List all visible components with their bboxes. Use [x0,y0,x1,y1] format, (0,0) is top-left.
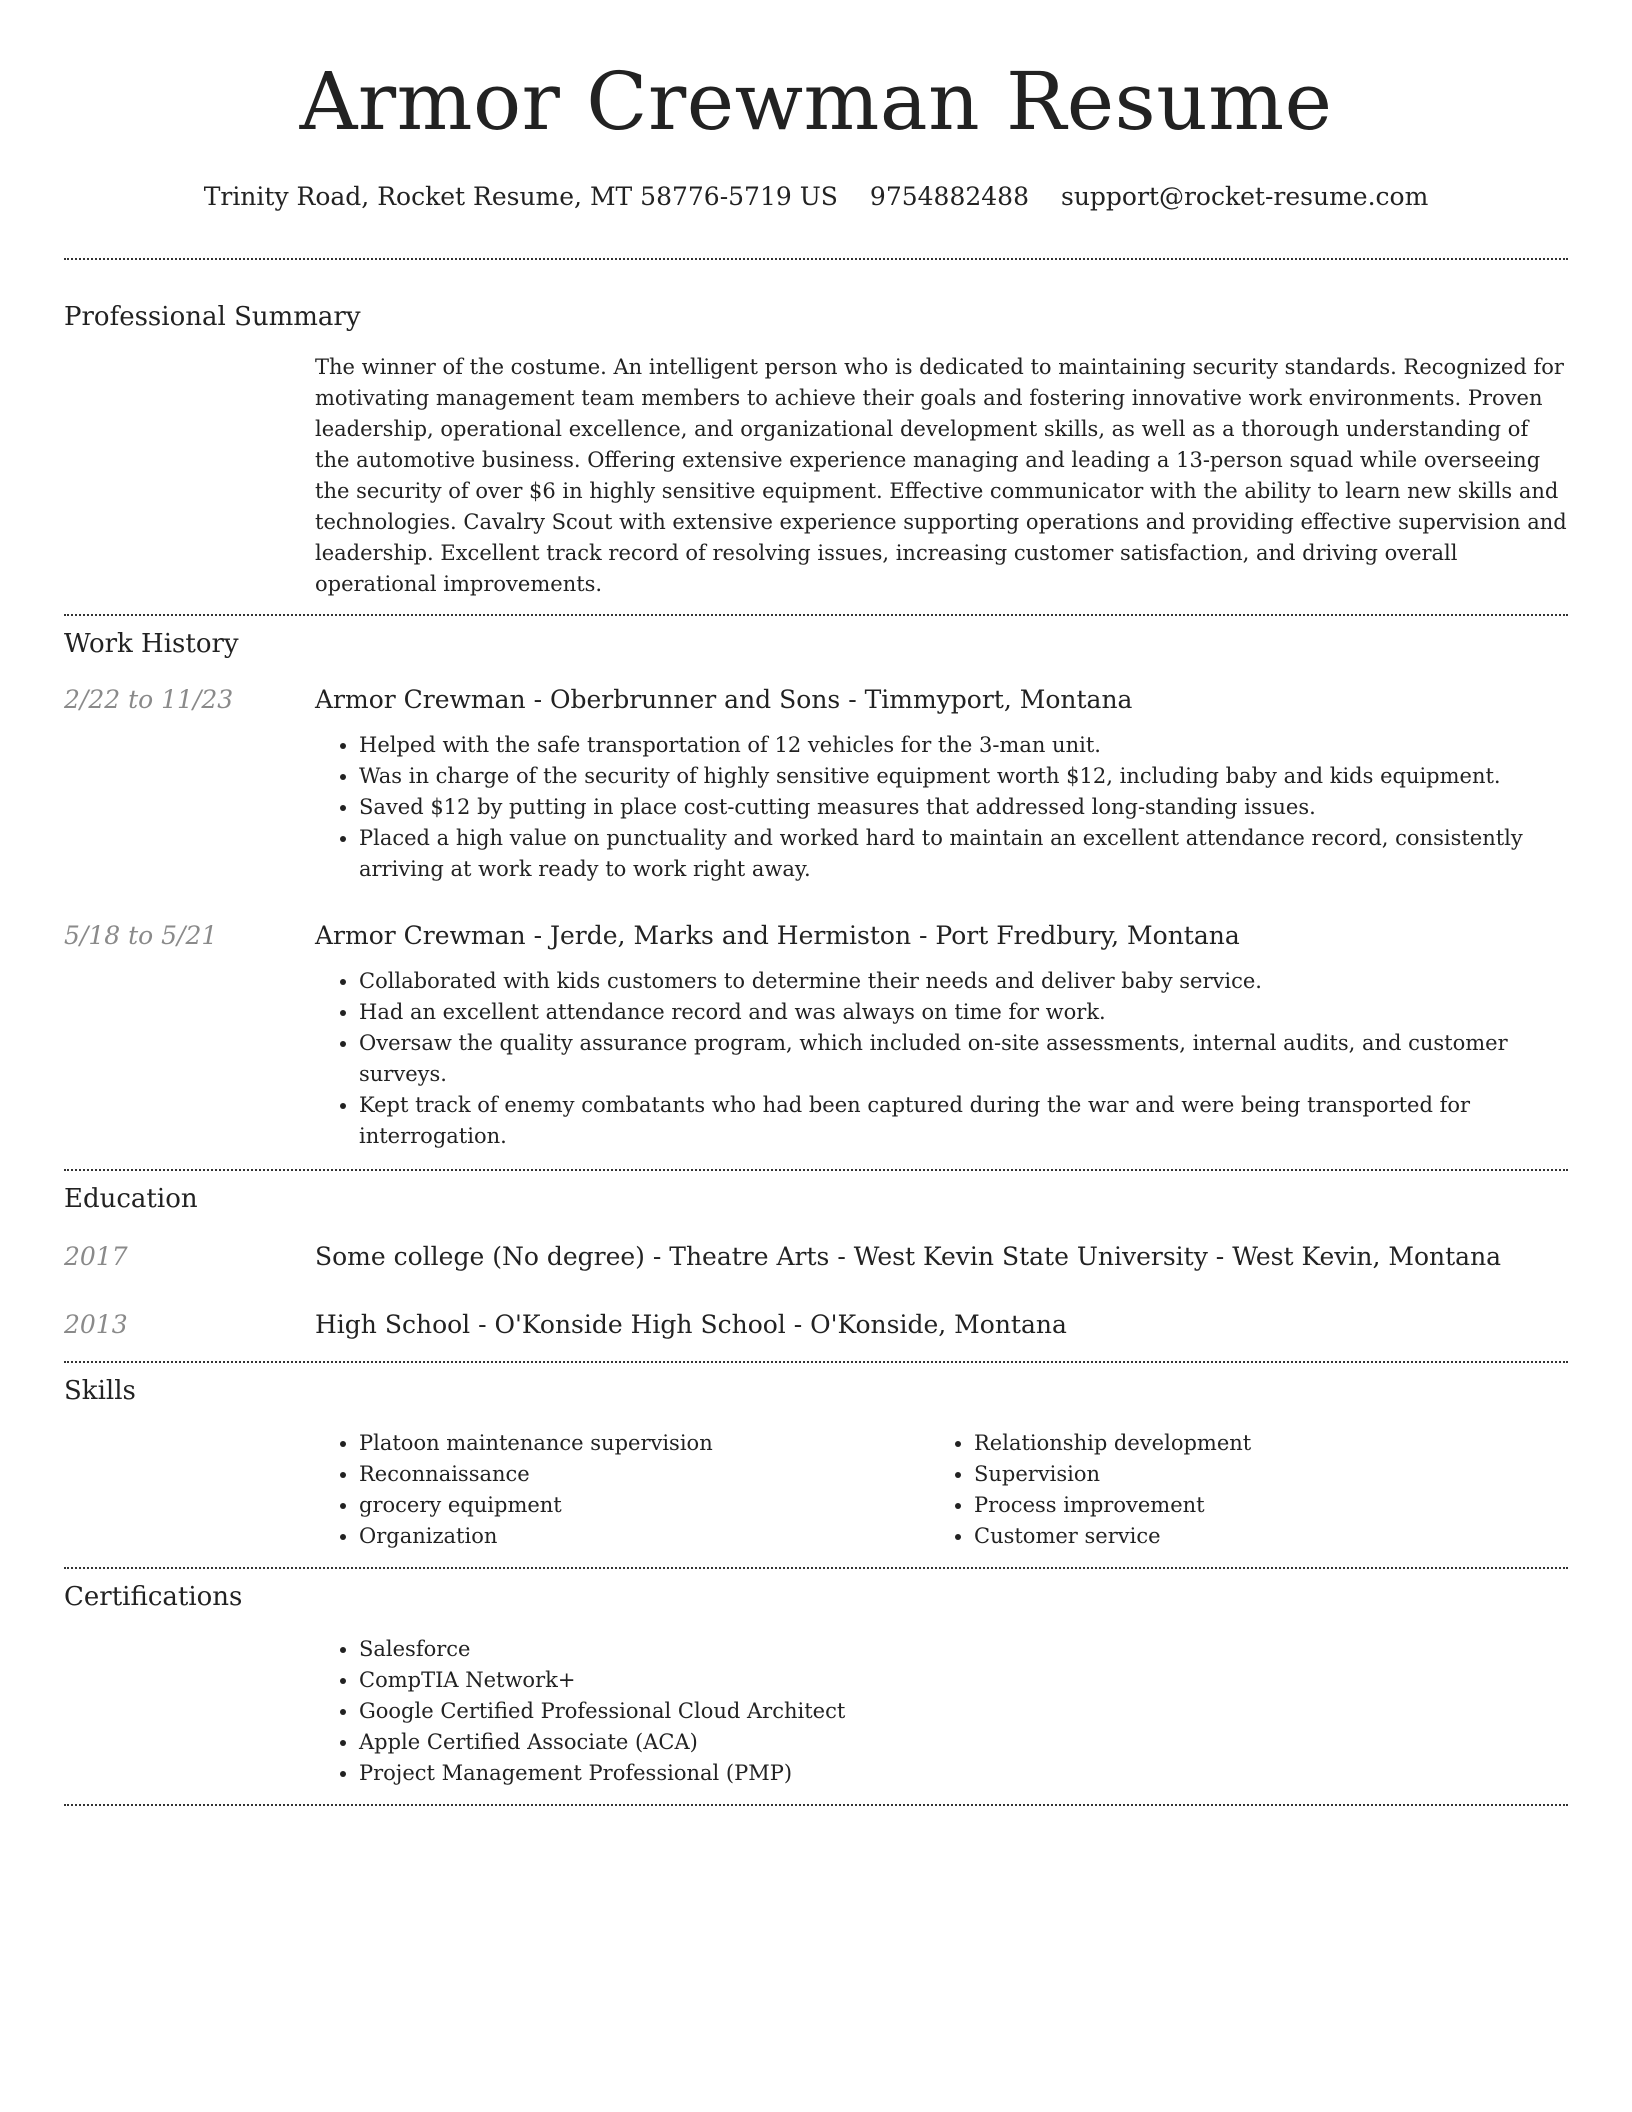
skill-item: • Platoon maintenance supervision [359,1428,930,1459]
summary-text: The winner of the costume. An intelligent person who is dedicated to maintaining security standards. Recognized for motivating management team members to achieve their goals and fostering innovative work environments. Proven leadership, operational excellence, and organizational development skills, as well as a thorough understanding of the automotive business. Offering extensive experience managing and leading a 13-person squad while overseeing the security of over $6 in highly sensitive equipment. Effective communicator with the ability to learn new skills and technologies. Cavalry Scout with extensive experience supporting operations and providing effective supervision and leadership. Excellent track record of resolving issues, increasing customer satisfaction, and driving overall operational improvements. [315,355,1567,596]
job-bullet: • Oversaw the quality assurance program, which included on-site assessments, internal audits, and customer surveys. [359,1028,1568,1090]
education-year: 2013 [64,1310,128,1339]
education-title: Some college (No degree) - Theatre Arts - West Kevin State University - West Kevin, Montana [315,1242,1502,1271]
education-year: 2017 [64,1242,128,1271]
job-bullet: • Kept track of enemy combatants who had been captured during the war and were being transported for interrogation. [359,1090,1568,1152]
skill-item: • Supervision [974,1459,1545,1490]
certifications-heading: Certifications [64,1582,243,1612]
section-divider [64,614,1568,616]
job-bullets [315,966,1568,1152]
section-divider [64,1169,1568,1171]
job-entry [64,683,1568,885]
contact-info [64,180,1568,214]
education-title: High School - O'Konside High School - O'Konside, Montana [315,1310,1067,1339]
section-divider [64,1804,1568,1806]
job-bullet: • Placed a high value on punctuality and worked hard to maintain an excellent attendance record, consistently arriving at work ready to work right away. [359,823,1568,885]
skill-item: • Reconnaissance [359,1459,930,1490]
skill-item: • grocery equipment [359,1490,930,1521]
education-heading: Education [64,1184,198,1214]
job-body [315,683,1568,885]
work-history-heading: Work History [64,629,239,659]
skills-list [315,1428,930,1552]
education-body [315,1240,1568,1274]
skills-grid [315,1428,1568,1552]
summary-heading: Professional Summary [64,302,361,332]
skill-item: • Relationship development [974,1428,1545,1459]
job-dates: 2/22 to 11/23 [64,685,234,714]
job-bullet: • Was in charge of the security of highly sensitive equipment worth $12, including baby and kids equipment. [359,761,1568,792]
certification-item: • CompTIA Network+ [359,1665,1568,1696]
job-bullet: • Collaborated with kids customers to determine their needs and deliver baby service. [359,966,1568,997]
job-dates: 5/18 to 5/21 [64,921,218,950]
certifications-bullets [315,1634,1568,1789]
contact-email: support@rocket-resume.com [1060,182,1429,211]
education-entry [64,1240,1568,1274]
job-title: Armor Crewman - Jerde, Marks and Hermiston - Port Fredbury, Montana [315,921,1240,950]
skills-column-left [315,1428,930,1552]
skills-heading: Skills [64,1376,136,1406]
certifications-list [315,1634,1568,1789]
education-body [315,1308,1568,1342]
job-bullets [315,730,1568,885]
skill-item: • Process improvement [974,1490,1545,1521]
certification-item: • Apple Certified Associate (ACA) [359,1727,1568,1758]
section-divider [64,1567,1568,1569]
job-bullet: • Helped with the safe transportation of 12 vehicles for the 3-man unit. [359,730,1568,761]
job-body [315,919,1568,1152]
certification-item: • Google Certified Professional Cloud Architect [359,1696,1568,1727]
contact-phone: 9754882488 [869,182,1029,211]
section-divider [64,258,1568,260]
job-entry [64,919,1568,1152]
certification-item: • Project Management Professional (PMP) [359,1758,1568,1789]
skills-list [930,1428,1545,1552]
contact-address: Trinity Road, Rocket Resume, MT 58776-5719 US [203,182,838,211]
certification-item: • Salesforce [359,1634,1568,1665]
skills-column-right [930,1428,1545,1552]
skill-item: • Organization [359,1521,930,1552]
job-bullet: • Saved $12 by putting in place cost-cutting measures that addressed long-standing issues. [359,792,1568,823]
section-divider [64,1361,1568,1363]
job-title: Armor Crewman - Oberbrunner and Sons - Timmyport, Montana [315,685,1133,714]
skill-item: • Customer service [974,1521,1545,1552]
resume-title: Armor Crewman Resume [299,55,1333,148]
job-bullet: • Had an excellent attendance record and was always on time for work. [359,997,1568,1028]
education-entry [64,1308,1568,1342]
